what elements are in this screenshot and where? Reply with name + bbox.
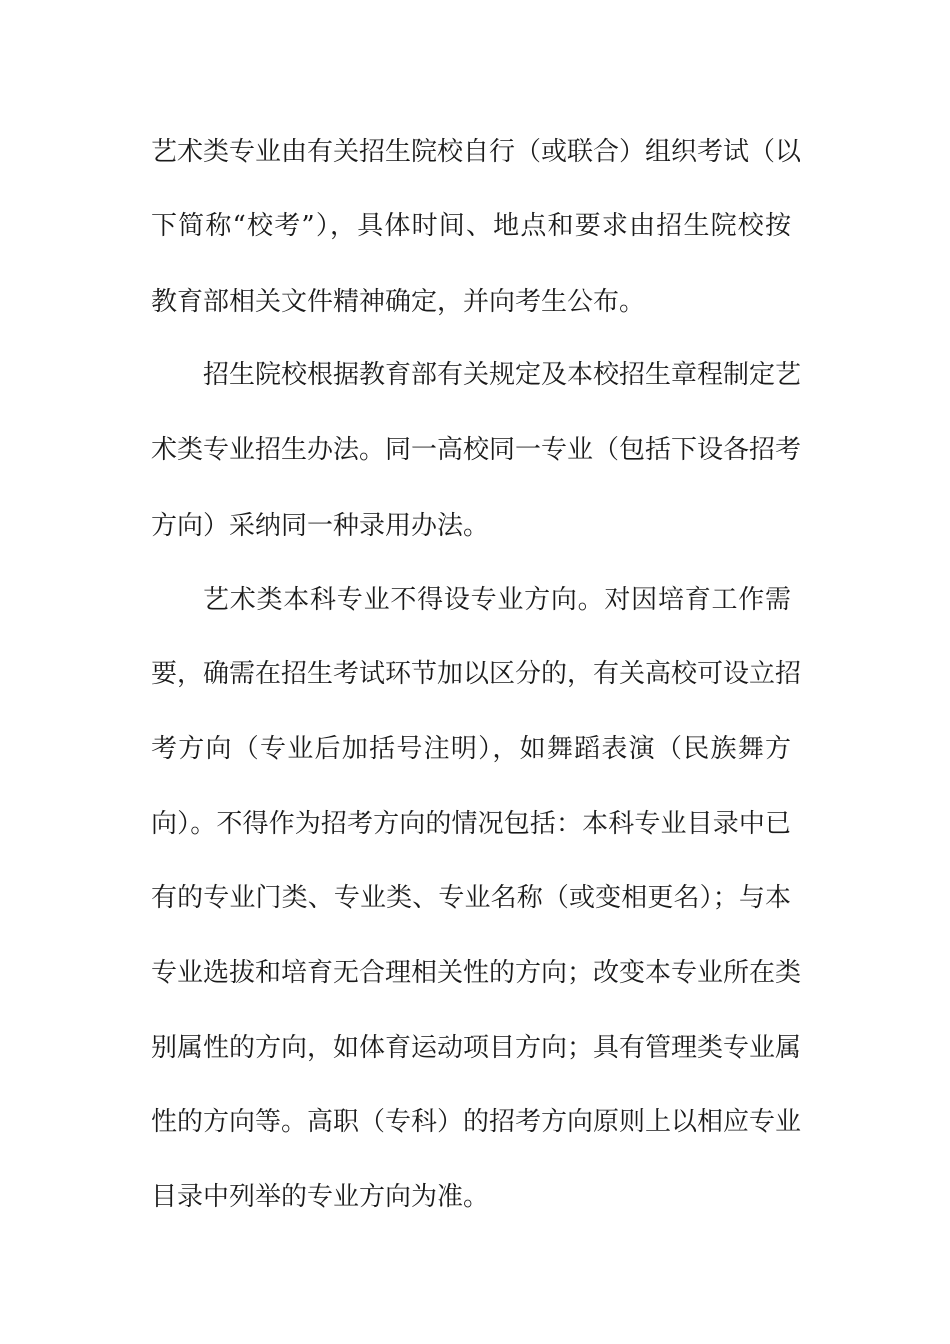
text-line: 专业选拔和培育无合理相关性的方向；改变本专业所在类 (151, 958, 802, 988)
text-line: 艺术类专业由有关招生院校自行（或联合）组织考试（以 (151, 137, 802, 167)
text-line: 目录中列举的专业方向为准。 (151, 1182, 490, 1212)
text-line: 性的方向等。高职（专科）的招考方向原则上以相应专业 (151, 1107, 802, 1137)
text-line: 招生院校根据教育部有关规定及本校招生章程制定艺 (203, 360, 802, 390)
text-line: 考方向（专业后加括号注明），如舞蹈表演（民族舞方 (151, 734, 791, 764)
text-line: 艺术类本科专业不得设专业方向。对因培育工作需 (203, 585, 791, 615)
text-line: 术类专业招生办法。同一高校同一专业（包括下设各招考 (151, 435, 802, 465)
text-line: 教育部相关文件精神确定，并向考生公布。 (151, 287, 646, 317)
text-line: 要，确需在招生考试环节加以区分的，有关高校可设立招 (151, 659, 802, 689)
text-line: 有的专业门类、专业类、专业名称（或变相更名）；与本 (151, 883, 791, 913)
text-line: 下简称“校考”），具体时间、地点和要求由招生院校按 (151, 211, 791, 241)
text-line: 向）。不得作为招考方向的情况包括：本科专业目录中已 (151, 809, 791, 839)
text-line: 别属性的方向，如体育运动项目方向；具有管理类专业属 (151, 1033, 802, 1063)
text-line: 方向）采纳同一种录用办法。 (151, 511, 490, 541)
